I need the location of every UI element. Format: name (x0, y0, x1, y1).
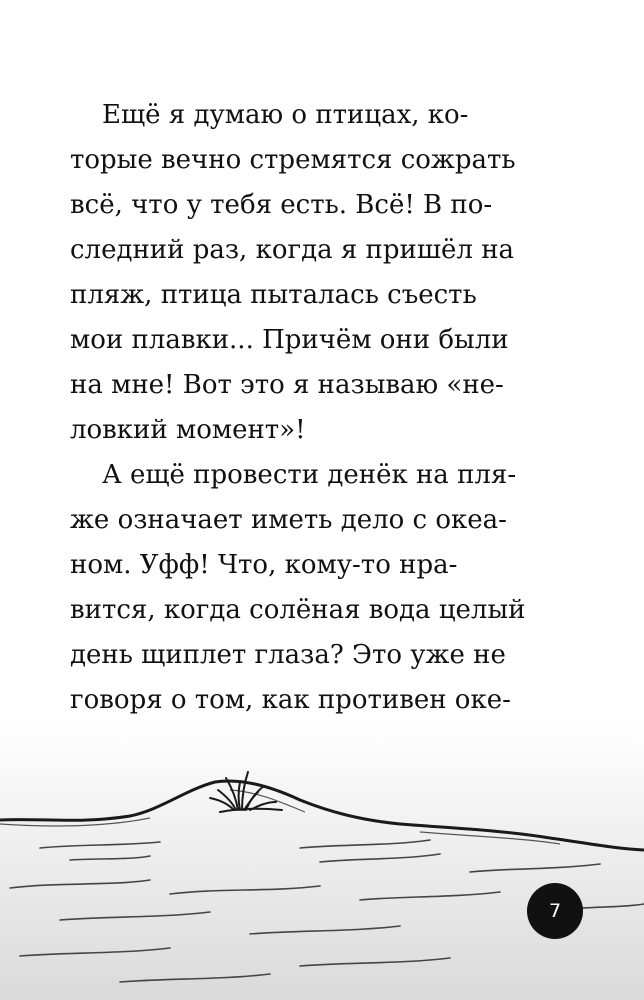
beach-sand-illustration (0, 720, 644, 1000)
sand-shading (0, 720, 644, 1000)
text-line: следний раз, когда я пришёл на (70, 235, 515, 265)
text-line: ловкий момент»! (70, 415, 306, 445)
text-line: говоря о том, как противен оке- (70, 685, 511, 715)
text-line: вится, когда солёная вода целый (70, 595, 526, 625)
text-line: ном. Уфф! Что, кому-то нра- (70, 550, 458, 580)
text-line: же означает иметь дело с океа- (70, 505, 507, 535)
text-line: торые вечно стремятся сожрать (70, 145, 516, 175)
text-line: Ещё я думаю о птицах, ко- (102, 100, 469, 130)
text-line: на мне! Вот это я называю «не- (70, 370, 504, 400)
text-line: А ещё провести денёк на пля- (102, 460, 517, 490)
text-line: всё, что у тебя есть. Всё! В по- (70, 190, 493, 220)
text-line: день щиплет глаза? Это уже не (70, 640, 506, 670)
body-text (70, 93, 532, 813)
text-line: пляж, птица пыталась съесть (70, 280, 477, 310)
page-number: 7 (527, 883, 583, 939)
text-line: мои плавки... Причём они были (70, 325, 509, 355)
